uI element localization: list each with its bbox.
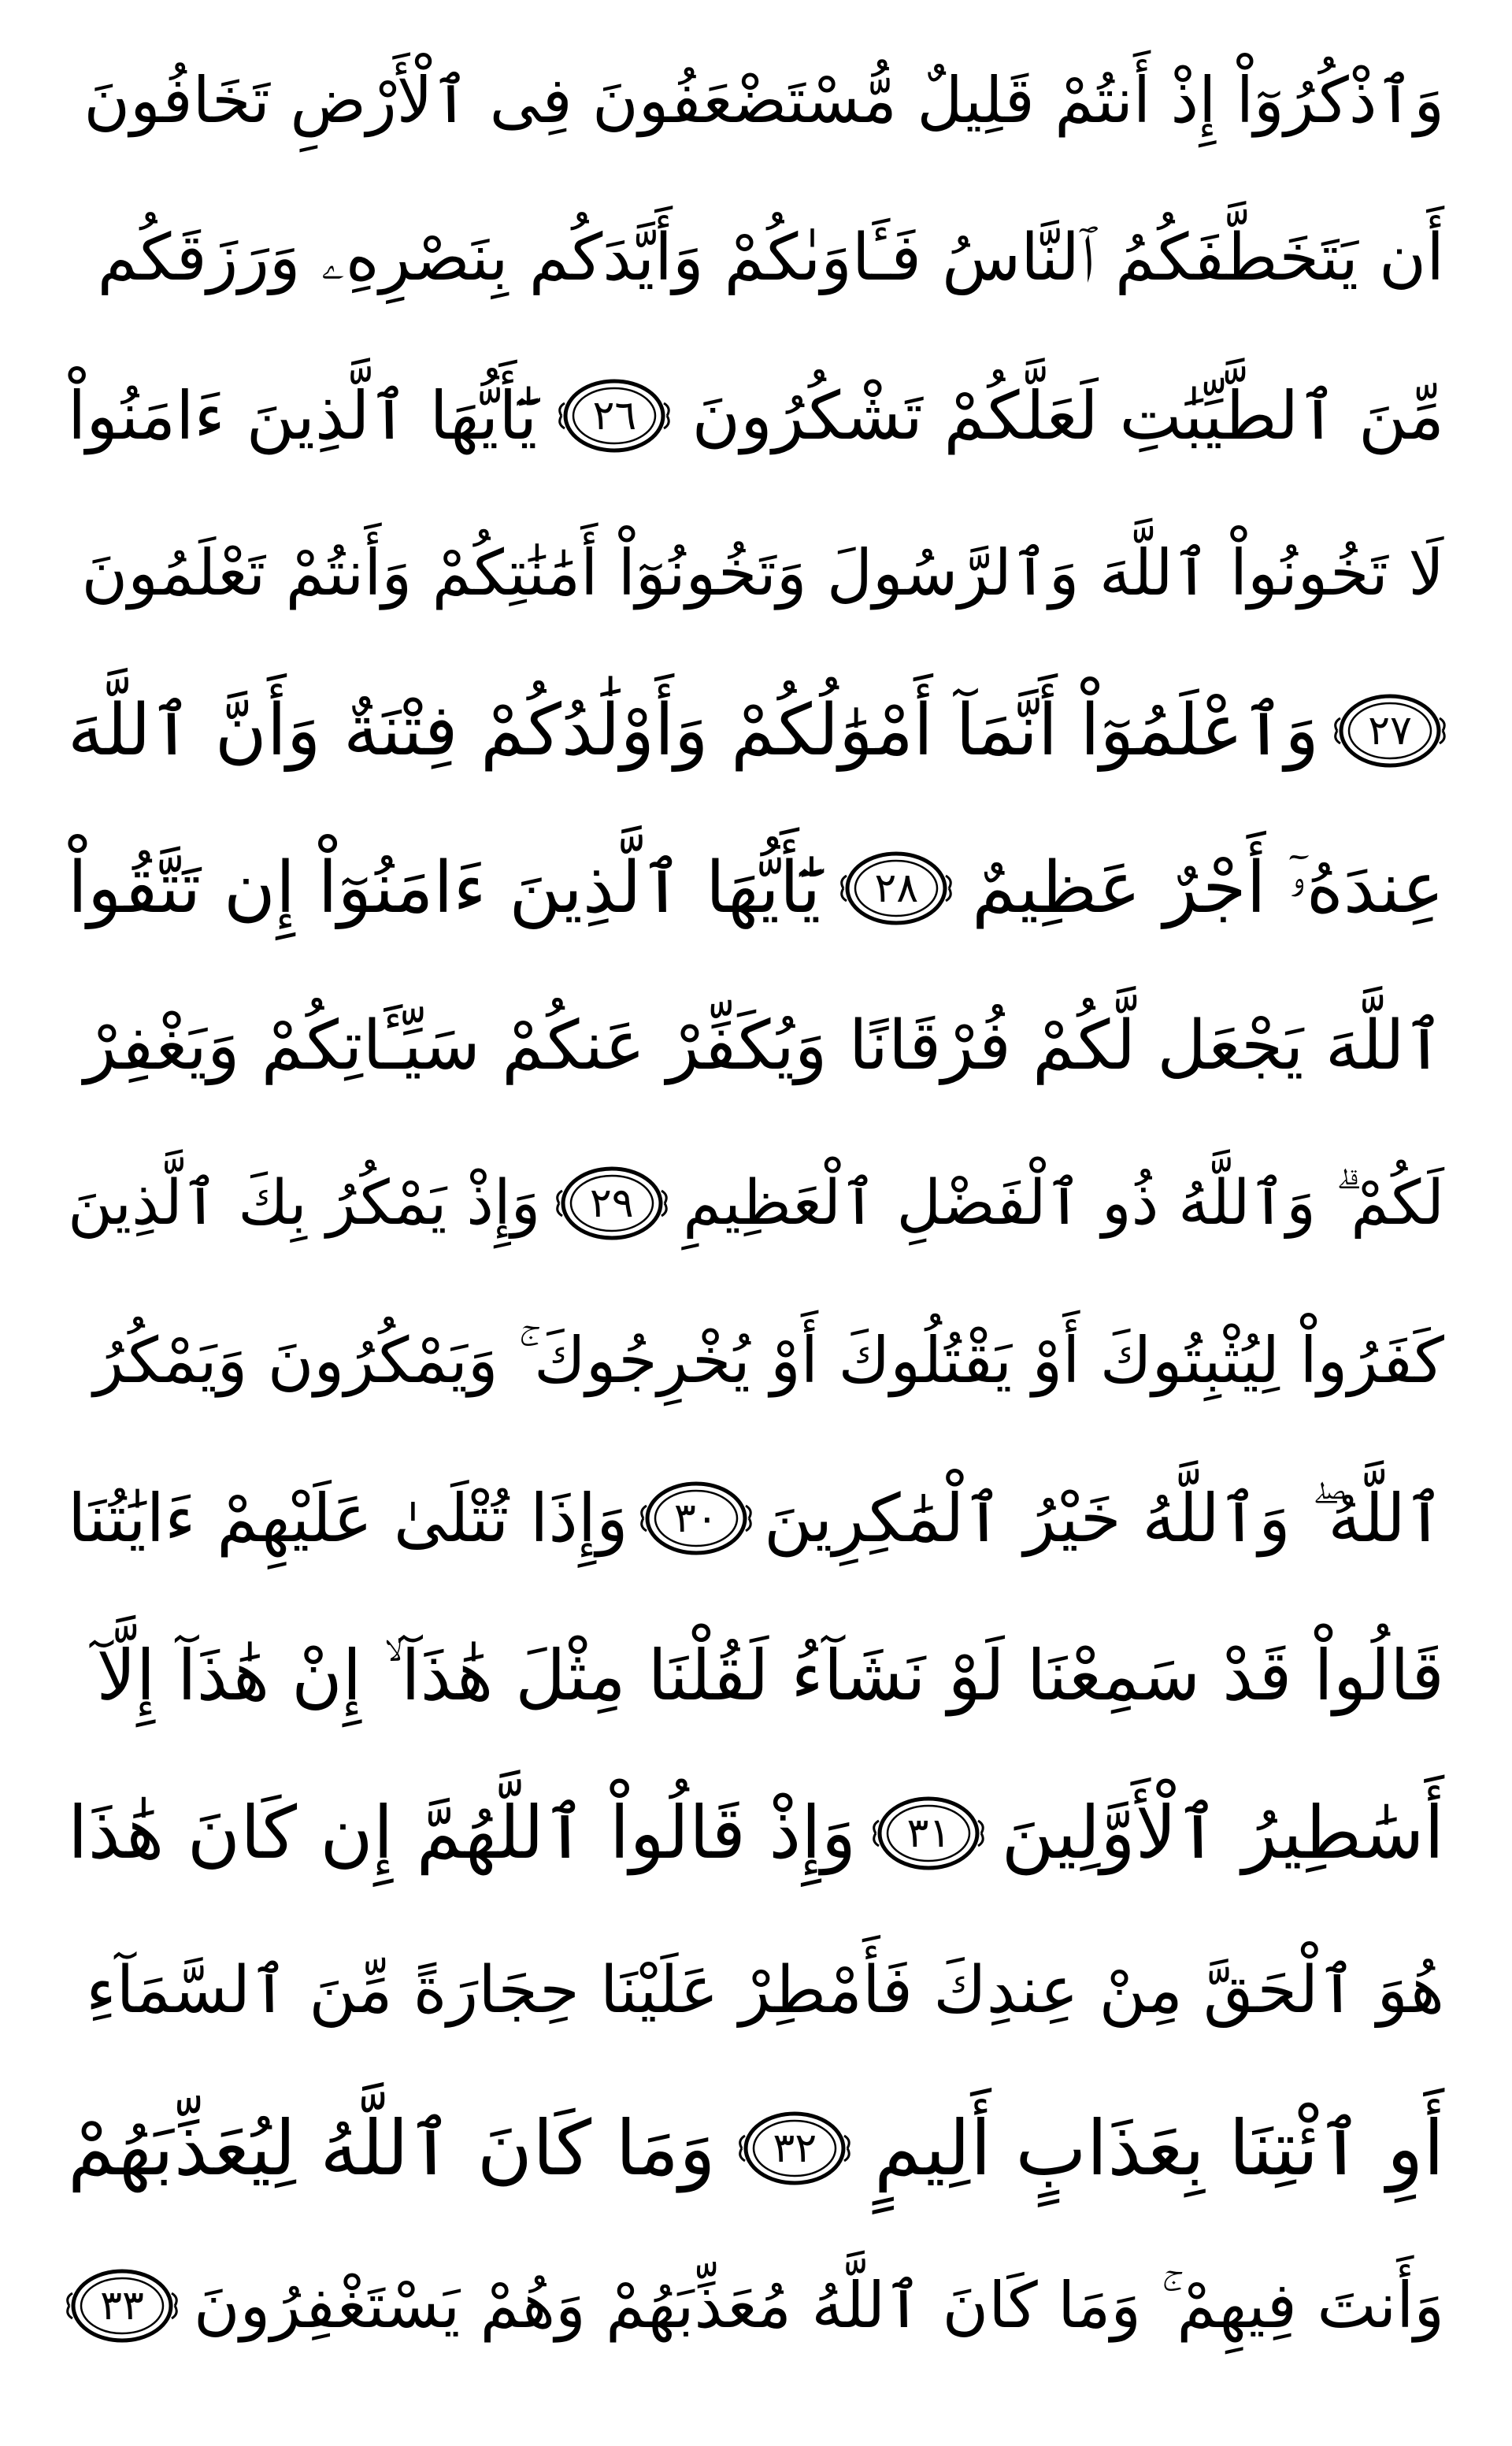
verse-text: لَكُمْ ۗ وَٱللَّهُ ذُو ٱلْفَضْلِ ٱلْعَظِيمِ — [683, 1168, 1444, 1239]
verse-text: وَإِذْ يَمْكُرُ بِكَ ٱلَّذِينَ — [68, 1168, 541, 1239]
ayah-number: ٣٠ — [673, 1495, 718, 1542]
verse-text: مِّنَ ٱلطَّيِّبَٰتِ لَعَلَّكُمْ تَشْكُرُونَ — [691, 377, 1444, 454]
verse-line — [63, 652, 1449, 810]
verse-text: وَإِذَا تُتْلَىٰ عَلَيْهِمْ ءَايَٰتُنَا — [68, 1480, 628, 1557]
verse-line — [63, 810, 1449, 967]
ayah-number-marker — [637, 1475, 755, 1562]
verse-line — [63, 1597, 1449, 1755]
verse-line — [63, 1282, 1449, 1440]
verse-text: وَمَا كَانَ ٱللَّهُ لِيُعَذِّبَهُمْ — [68, 2104, 716, 2192]
verse-text: كَفَرُواْ لِيُثْبِتُوكَ أَوْ يَقْتُلُوكَ أَوْ يُخْرِجُوكَ ۚ وَيَمْكُرُونَ وَيَمْكُرُ — [93, 1324, 1444, 1397]
verse-line — [63, 22, 1449, 180]
ayah-number-marker — [1331, 687, 1449, 774]
verse-text: ٱللَّهَ يَجْعَل لَّكُمْ فُرْقَانًا وَيُكَفِّرْ عَنكُمْ سَيِّـَٔاتِكُمْ وَيَغْفِرْ — [83, 1006, 1444, 1085]
verse-line — [63, 180, 1449, 337]
verse-line — [63, 495, 1449, 652]
verse-text: أَوِ ٱئْتِنَا بِعَذَابٍ أَلِيمٍ — [874, 2104, 1444, 2192]
verse-line — [63, 967, 1449, 1125]
verse-line — [63, 1755, 1449, 1912]
verse-text: يَٰٓأَيُّهَا ٱلَّذِينَ ءَامَنُواْ — [68, 377, 538, 454]
verse-line — [63, 337, 1449, 495]
verse-line — [63, 2070, 1449, 2227]
ayah-number-marker — [837, 845, 955, 932]
verse-text: قَالُواْ قَدْ سَمِعْنَا لَوْ نَشَآءُ لَقُلْنَا مِثْلَ هَٰذَآ ۙ إِنْ هَٰذَآ إِلَّآ — [96, 1635, 1444, 1716]
verse-text: ٱللَّهُ ۖ وَٱللَّهُ خَيْرُ ٱلْمَٰكِرِينَ — [763, 1480, 1444, 1557]
verse-text: أَسَٰطِيرُ ٱلْأَوَّلِينَ — [1001, 1791, 1444, 1875]
ayah-number: ٢٩ — [589, 1180, 634, 1227]
verse-text: وَٱعْلَمُوٓاْ أَنَّمَآ أَمْوَٰلُكُمْ وَأَوْلَٰدُكُمْ فِتْنَةٌ وَأَنَّ ٱللَّهَ — [68, 689, 1319, 772]
ayah-number: ٣٢ — [773, 2125, 817, 2172]
ayah-number: ٣٣ — [100, 2282, 144, 2329]
ayah-number-marker — [553, 1160, 671, 1247]
verse-text: وَإِذْ قَالُواْ ٱللَّهُمَّ إِن كَانَ هَٰذَا — [68, 1791, 857, 1875]
verse-text: وَٱذْكُرُوٓاْ إِذْ أَنتُمْ قَلِيلٌ مُّسْتَضْعَفُونَ فِى ٱلْأَرْضِ تَخَافُونَ — [83, 64, 1444, 137]
verse-line — [63, 1440, 1449, 1597]
verse-text: يَٰٓأَيُّهَا ٱلَّذِينَ ءَامَنُوٓاْ إِن تَتَّقُواْ — [68, 847, 821, 929]
verse-text: هُوَ ٱلْحَقَّ مِنْ عِندِكَ فَأَمْطِرْ عَلَيْنَا حِجَارَةً مِّنَ ٱلسَّمَآءِ — [86, 1953, 1444, 2028]
verse-text: عِندَهُۥٓ أَجْرٌ عَظِيمٌ — [972, 847, 1444, 929]
verse-line — [63, 1912, 1449, 2070]
ayah-number: ٢٦ — [592, 392, 637, 439]
verse-text: وَأَنتَ فِيهِمْ ۚ وَمَا كَانَ ٱللَّهُ مُعَذِّبَهُمْ وَهُمْ يَسْتَغْفِرُونَ — [193, 2269, 1444, 2342]
verse-text: لَا تَخُونُواْ ٱللَّهَ وَٱلرَّسُولَ وَتَخُونُوٓاْ أَمَٰنَٰتِكُمْ وَأَنتُمْ تَعْلَمُونَ — [81, 536, 1444, 610]
ayah-number-marker — [736, 2105, 854, 2192]
ayah-number: ٢٨ — [874, 865, 919, 912]
ayah-number-marker — [555, 372, 673, 459]
ayah-number: ٣١ — [906, 1810, 951, 1857]
verse-lines — [63, 22, 1449, 2385]
verse-text: أَن يَتَخَطَّفَكُمُ ٱلنَّاسُ فَـَٔاوَىٰكُمْ وَأَيَّدَكُم بِنَصْرِهِۦ وَرَزَقَكُم — [97, 221, 1444, 295]
verse-line — [63, 2227, 1449, 2385]
ayah-number: ٢٧ — [1368, 707, 1412, 754]
verse-line — [63, 1125, 1449, 1282]
ayah-number-marker — [63, 2263, 181, 2349]
ayah-number-marker — [869, 1790, 988, 1877]
